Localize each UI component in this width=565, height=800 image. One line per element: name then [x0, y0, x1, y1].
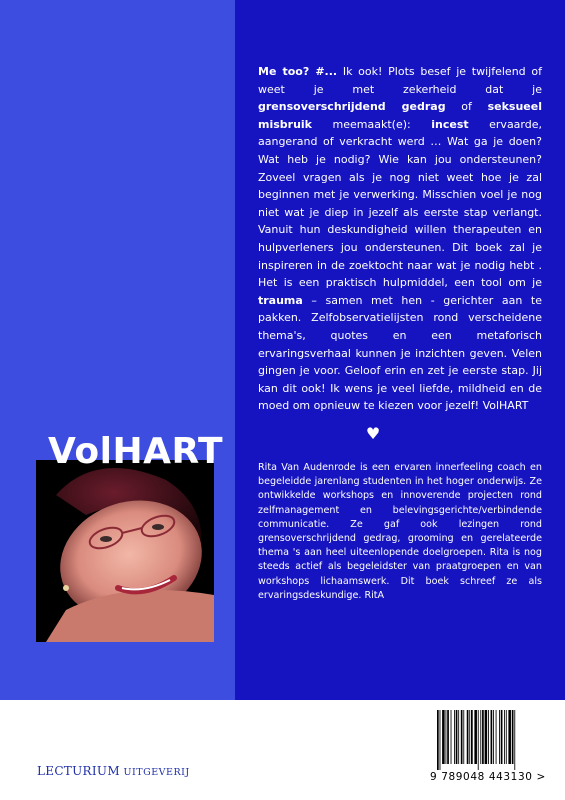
barcode-bar [508, 710, 511, 764]
barcode-bar [437, 710, 439, 770]
barcode-bar [480, 710, 481, 764]
barcode-bar [478, 710, 479, 770]
barcode-bar [482, 710, 484, 764]
barcode-bar [442, 710, 445, 764]
blurb-emphasis: seksueel misbruik [258, 100, 542, 131]
heart-icon: ♥ [365, 424, 381, 443]
blurb-segment: – samen met hen - gerichter aan te pakken. Zelfobservatielijsten rond verscheidene thema's, quotes en een metaforisch ervaringsverhaal kunnen je inzichten geven. Velen gingen je voor. Geloof erin en zet je eerste stap. Jij kan dit ook! Ik wens je veel liefde, mildheid en de moed om opnieuw te kiezen voor jezelf! VolHART [258, 293, 542, 413]
blurb-emphasis: grensoverschrijdend gedrag [258, 100, 446, 114]
barcode-bar [504, 710, 505, 764]
barcode-bar [440, 710, 441, 770]
blurb-segment: meemaakt(e): [312, 117, 432, 131]
barcode-bar [501, 710, 503, 764]
author-name: VolHART [48, 431, 224, 472]
blurb-segment: of [445, 100, 488, 114]
barcode-bar [447, 710, 449, 764]
barcode-bar [488, 710, 489, 764]
barcode-bar [493, 710, 494, 764]
blurb-segment: Ik ook! Plots besef je twijfelend of weet je met zekerheid dat je [258, 65, 542, 96]
barcode-bar [499, 710, 500, 764]
publisher-sub: UITGEVERIJ [123, 767, 190, 778]
barcode-bar [451, 710, 452, 764]
publisher-brand: LECTURIUM [37, 764, 120, 778]
barcode-bar [458, 710, 459, 764]
isbn-number: 9 789048 443130 > [430, 771, 546, 783]
author-photo [36, 460, 214, 642]
barcode-bar [506, 710, 507, 764]
blurb-emphasis: Me too? #... [258, 65, 338, 78]
blurb-text [258, 63, 542, 415]
barcode-bar [514, 710, 515, 770]
barcode-bar [461, 710, 463, 764]
publisher-logo [37, 764, 190, 778]
blurb-emphasis: incest [431, 117, 469, 131]
barcode-bar [456, 710, 458, 764]
barcode-bar [485, 710, 488, 764]
author-bio: Rita Van Audenrode is een ervaren innerfeeling coach en begeleidde jarenlang studenten in het hoger onderwijs. Ze ontwikkelde workshops en innoverende projecten rond zelfmanagement en belevingsgerichte/verbindende communicatie. Ze gaf ook lezingen rond grensoverschrijdend gedrag, grooming en gerelateerde thema 's aan heel uiteenlopende doelgroepen. Rita is nog steeds actief als begeleidster van praatgroepen en van workshops lichaamswerk. Dit boek schreef ze als ervaringsdeskundige. RitA [258, 462, 542, 601]
barcode-bar [467, 710, 469, 764]
barcode-bar [469, 710, 470, 764]
barcode [435, 710, 557, 770]
barcode-bar [454, 710, 455, 764]
barcode-bar [496, 710, 497, 764]
barcode-bar [471, 710, 473, 764]
barcode-bar [474, 710, 477, 764]
barcode-bar [463, 710, 464, 764]
barcode-bar [491, 710, 493, 764]
blurb-emphasis: trauma [258, 293, 303, 307]
blurb-segment: ervaarde, aangerand of verkracht werd … Wat ga je doen? Wat heb je nodig? Wie kan jou ondersteunen? Zoveel vragen als je nog niet weet hoe je zal beginnen met je verwerking. Misschien voel je nog niet wat je diep in jezelf als eerste stap verlangt. Vanuit hun deskundigheid willen therapeuten en hulpverleners jou ondersteunen. Dit boek zal je inspireren in de zoektocht naar wat je nodig hebt . Het is een praktisch hulpmiddel, een tool om je [258, 117, 542, 290]
barcode-bar [446, 710, 447, 764]
barcode-bar [512, 710, 514, 764]
